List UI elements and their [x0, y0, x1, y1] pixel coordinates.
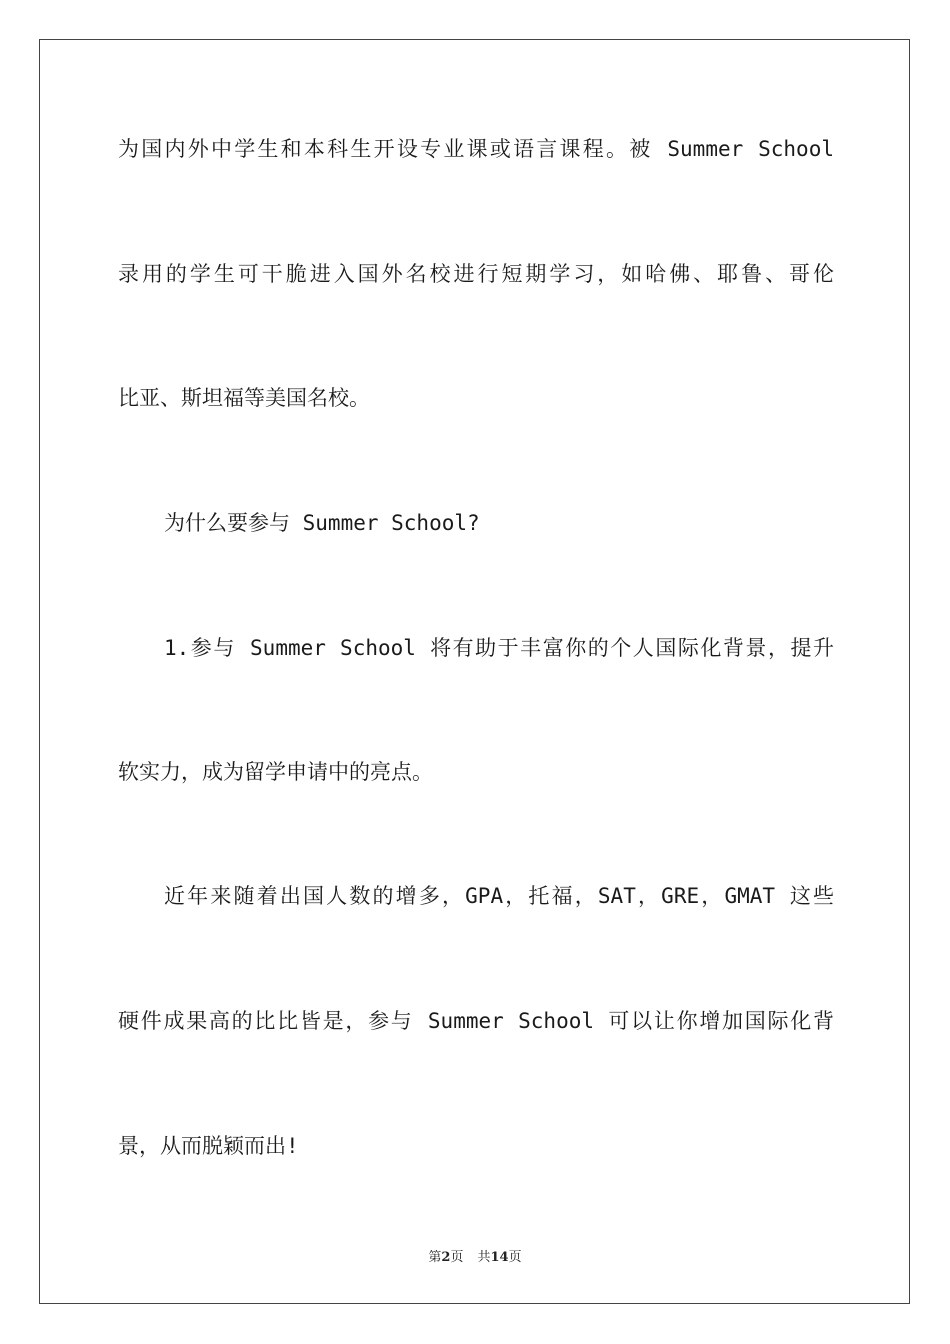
footer-page-number: 2 [441, 1250, 451, 1265]
footer-total-pages: 14 [490, 1250, 509, 1265]
paragraph-line-4: 1.参与 Summer School 将有助于丰富你的个人国际化背景，提升 [164, 636, 834, 660]
paragraph-line-3: 比亚、斯坦福等美国名校。 [118, 386, 370, 410]
footer-total-prefix: 共 [477, 1250, 491, 1265]
paragraph-line-2: 录用的学生可干脆进入国外名校进行短期学习，如哈佛、耶鲁、哥伦 [118, 262, 834, 286]
section-question: 为什么要参与 Summer School? [164, 511, 480, 535]
footer-page-prefix: 第 [428, 1250, 442, 1265]
paragraph-line-7: 硬件成果高的比比皆是，参与 Summer School 可以让你增加国际化背 [118, 1009, 834, 1033]
paragraph-line-1: 为国内外中学生和本科生开设专业课或语言课程。被 Summer School [118, 137, 834, 161]
paragraph-line-5: 软实力，成为留学申请中的亮点。 [118, 760, 433, 784]
footer-page-suffix: 页 [450, 1250, 464, 1265]
paragraph-line-6: 近年来随着出国人数的增多，GPA，托福，SAT，GRE，GMAT 这些 [164, 884, 834, 908]
paragraph-line-8: 景，从而脱颖而出! [118, 1134, 299, 1158]
page-border [39, 39, 910, 1304]
page-footer [0, 1246, 950, 1265]
footer-total-suffix: 页 [508, 1250, 522, 1265]
